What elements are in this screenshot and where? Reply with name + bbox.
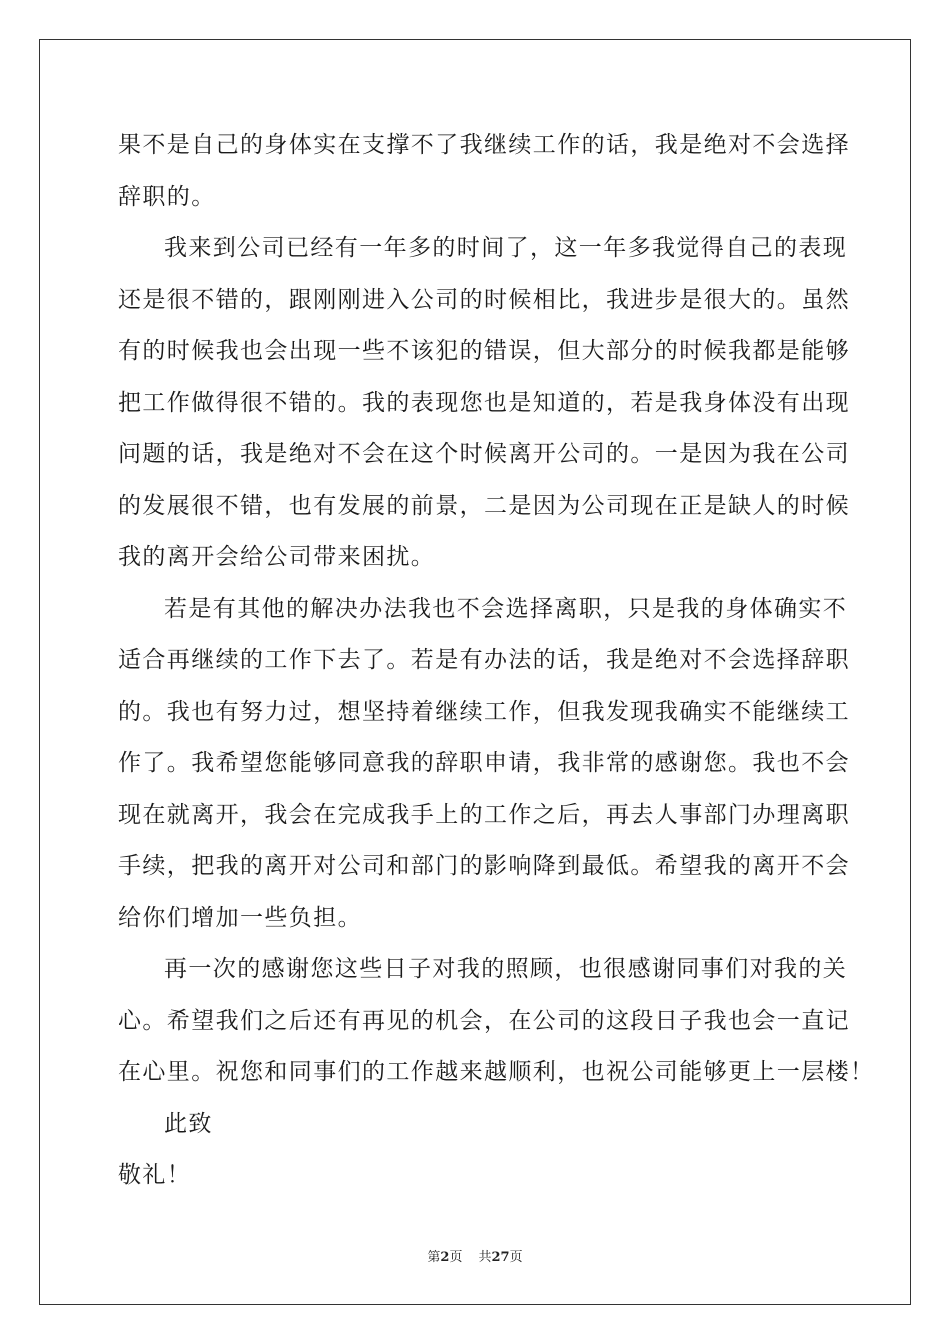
page-prefix: 第 bbox=[427, 1250, 441, 1265]
text-line: 把工作做得很不错的。我的表现您也是知道的，若是我身体没有出现 bbox=[118, 389, 850, 416]
text-line: 的发展很不错，也有发展的前景，二是因为公司现在正是缺人的时候 bbox=[118, 492, 850, 519]
page-footer bbox=[0, 1246, 950, 1265]
text-line: 在心里。祝您和同事们的工作越来越顺利，也祝公司能够更上一层楼！ bbox=[118, 1059, 875, 1085]
text-line: 给你们增加一些负担。 bbox=[118, 904, 362, 931]
text-line: 果不是自己的身体实在支撑不了我继续工作的话，我是绝对不会选择 bbox=[118, 132, 850, 158]
text-line: 我来到公司已经有一年多的时间了，这一年多我觉得自己的表现 bbox=[164, 235, 848, 261]
text-line: 适合再继续的工作下去了。若是有办法的话，我是绝对不会选择辞职 bbox=[118, 647, 850, 673]
total-pages: 27 bbox=[491, 1250, 510, 1265]
total-suffix: 页 bbox=[509, 1250, 523, 1265]
text-line: 我的离开会给公司带来困扰。 bbox=[118, 544, 436, 570]
text-line: 若是有其他的解决办法我也不会选择离职，只是我的身体确实不 bbox=[164, 595, 848, 622]
total-prefix: 共 bbox=[478, 1250, 492, 1265]
text-line: 还是很不错的，跟刚刚进入公司的时候相比，我进步是很大的。虽然 bbox=[118, 286, 850, 313]
text-line: 敬礼！ bbox=[118, 1162, 192, 1188]
text-line: 辞职的。 bbox=[118, 183, 216, 210]
text-line: 此致 bbox=[164, 1110, 213, 1137]
page-suffix: 页 bbox=[449, 1250, 463, 1265]
text-line: 再一次的感谢您这些日子对我的照顾，也很感谢同事们对我的关 bbox=[164, 956, 848, 982]
text-line: 问题的话，我是绝对不会在这个时候离开公司的。一是因为我在公司 bbox=[118, 441, 850, 467]
text-line: 现在就离开，我会在完成我手上的工作之后，再去人事部门办理离职 bbox=[118, 801, 850, 828]
text-line: 手续，把我的离开对公司和部门的影响降到最低。希望我的离开不会 bbox=[118, 853, 850, 879]
document-body bbox=[118, 120, 875, 1202]
text-line: 作了。我希望您能够同意我的辞职申请，我非常的感谢您。我也不会 bbox=[118, 750, 850, 776]
page-number: 2 bbox=[440, 1250, 450, 1265]
text-line: 心。希望我们之后还有再见的机会，在公司的这段日子我也会一直记 bbox=[118, 1007, 850, 1034]
text-line: 有的时候我也会出现一些不该犯的错误，但大部分的时候我都是能够 bbox=[118, 338, 850, 364]
text-line: 的。我也有努力过，想坚持着继续工作，但我发现我确实不能继续工 bbox=[118, 698, 850, 725]
